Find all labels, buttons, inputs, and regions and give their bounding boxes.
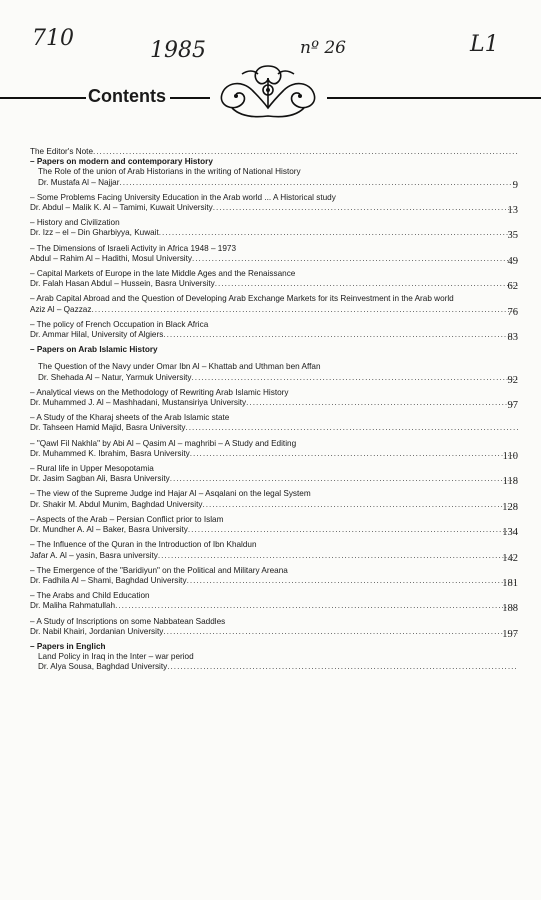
entry-title: – Arab Capital Abroad and the Question of Developing Arab Exchange Markets for its Reinvestment in the Arab world [30, 294, 454, 304]
entry-author: Aziz Al – Qazzaz ..... [30, 305, 518, 315]
page-title: Contents [88, 86, 166, 106]
toc-entry [30, 489, 518, 513]
entry-title: – Analytical views on the Methodology of Rewriting Arab Islamic History [30, 387, 289, 397]
entry-page: 13 [507, 205, 518, 217]
entry-author: Dr. Jasim Sagban Ali, Basra University ..... [30, 474, 518, 484]
entry-page: 92 [507, 374, 518, 386]
entry-author: Dr. Maliha Rahmatullah ..... [30, 601, 518, 611]
toc-entry [30, 413, 518, 433]
entry-title: – The view of the Supreme Judge ind Hajar Al – Asqalani on the legal System [30, 489, 311, 499]
toc-entry [30, 514, 518, 539]
entry-title: The Question of the Navy under Omar Ibn Al – Khattab and Uthman ben Affan [38, 362, 321, 372]
entry-author: Dr. Tahseen Hamid Majid, Basra University ..... [30, 423, 518, 433]
entry-title: – Capital Markets of Europe in the late Middle Ages and the Renaissance [30, 269, 296, 279]
toc-entry [30, 438, 518, 462]
entry-page: 83 [507, 332, 518, 344]
entry-author: Abdul – Rahim Al – Hadithi, Mosul University ..... [30, 254, 518, 264]
entry-title: – Aspects of the Arab – Persian Conflict prior to Islam [30, 514, 224, 524]
entry-author: Dr. Abdul – Malik K. Al – Tamimi, Kuwait University ..... [30, 203, 518, 213]
entry-author: Dr. Muhammed K. Ibrahim, Basra University ..... [30, 449, 518, 459]
section-modern-history [30, 157, 518, 191]
entry-author: Jafar A. Al – yasin, Basra university ..... [30, 551, 518, 561]
entry-title: – A Study of Inscriptions on some Nabbatean Saddles [30, 616, 226, 626]
entry-author: Dr. Falah Hasan Abdul – Hussein, Basra University ..... [30, 279, 518, 289]
toc-entry [30, 362, 518, 386]
toc-entry [30, 269, 518, 293]
entry-page: 76 [507, 306, 518, 318]
toc-entry [30, 540, 518, 564]
toc-entry [30, 616, 518, 640]
header-rule-right [327, 97, 541, 99]
toc-entry [30, 319, 518, 344]
handwritten-year: 1985 [150, 38, 206, 63]
entry-page: 134 [502, 527, 518, 539]
entry-title: – Some Problems Facing University Education in the Arab world ... A Historical study [30, 192, 336, 202]
section-heading-english: – Papers in Englich [30, 641, 106, 651]
entry-title: – The Dimensions of Israeli Activity in Africa 1948 – 1973 [30, 243, 237, 253]
entry-author: Dr. Mustafa Al – Najjar ..... [38, 178, 518, 188]
entry-page: 49 [507, 255, 518, 267]
entry-author: Dr. Shehada Al – Natur, Yarmuk University ..... [38, 373, 518, 383]
entry-title: – History and Civilization [30, 218, 120, 228]
entry-title: – "Qawl Fil Nakhla" by Abi Al – Qasim Al – maghribi – A Study and Editing [30, 438, 297, 448]
toc-entry [30, 243, 518, 267]
floral-ornament-icon [212, 60, 324, 122]
entry-page: 118 [502, 476, 518, 488]
toc-entry [30, 464, 518, 488]
toc-entry [30, 167, 518, 191]
entry-list-modern [30, 192, 518, 344]
toc-entry [30, 652, 518, 672]
entry-author: Dr. Fadhila Al – Shami, Baghdad University ..... [30, 576, 518, 586]
header-rule-left [0, 97, 86, 99]
section-heading: – Papers on modern and contemporary History [30, 157, 213, 167]
entry-page: 181 [502, 577, 518, 589]
entry-page: 188 [502, 603, 518, 615]
handwritten-code: L1 [470, 32, 499, 57]
handwritten-number-1: 710 [32, 26, 74, 51]
entry-title: – A Study of the Kharaj sheets of the Arab Islamic state [30, 413, 230, 423]
toc-entry [30, 387, 518, 412]
entry-page: 197 [502, 628, 518, 640]
entry-author: Dr. Mundher A. Al – Baker, Basra University ..... [30, 525, 518, 535]
toc-entry [30, 218, 518, 242]
entry-author: Dr. Shakir M. Abdul Munim, Baghdad University ..... [30, 500, 518, 510]
entry-list-islamic [30, 362, 518, 640]
entry-page: 97 [507, 400, 518, 412]
entry-title: – The policy of French Occupation in Black Africa [30, 319, 209, 329]
entry-page: 35 [507, 230, 518, 242]
entry-page: 62 [507, 281, 518, 293]
handwritten-issue-number: nº 26 [300, 38, 346, 58]
entry-author: Dr. Nabil Khairi, Jordanian University ..... [30, 627, 518, 637]
entry-title: – The Influence of the Quran in the Introduction of Ibn Khaldun [30, 540, 257, 550]
table-of-contents [30, 147, 518, 678]
entry-title: The Role of the union of Arab Historians in the writing of National History [38, 167, 301, 177]
entry-author: Dr. Muhammed J. Al – Mashhadani, Mustansiriya University ..... [30, 398, 518, 408]
entry-page: 142 [502, 552, 518, 564]
entry-author: Dr. Alya Sousa, Baghdad University ..... [38, 662, 518, 672]
header-rule-middle [170, 97, 210, 99]
toc-entry [30, 192, 518, 217]
editors-note-entry [30, 147, 518, 157]
toc-entry [30, 294, 518, 318]
entry-list-english [30, 652, 518, 672]
editors-note-title: The Editor's Note ..... [30, 147, 518, 157]
entry-author: Dr. Izz – el – Din Gharbiyya, Kuwait ..... [30, 228, 518, 238]
entry-title: – The Arabs and Child Education [30, 591, 150, 601]
entry-page: 110 [502, 450, 518, 462]
section-heading-islamic: – Papers on Arab Islamic History [30, 345, 158, 355]
entry-page: 128 [502, 501, 518, 513]
entry-page: 9 [512, 179, 518, 191]
entry-title: – The Emergence of the "Baridiyun" on the Political and Military Areana [30, 565, 288, 575]
entry-author: Dr. Ammar Hilal, University of Algiers ..... [30, 330, 518, 340]
entry-title: Land Policy in Iraq in the Inter – war period [38, 652, 194, 662]
toc-entry [30, 591, 518, 615]
entry-title: – Rural life in Upper Mesopotamia [30, 464, 154, 474]
toc-entry [30, 565, 518, 589]
